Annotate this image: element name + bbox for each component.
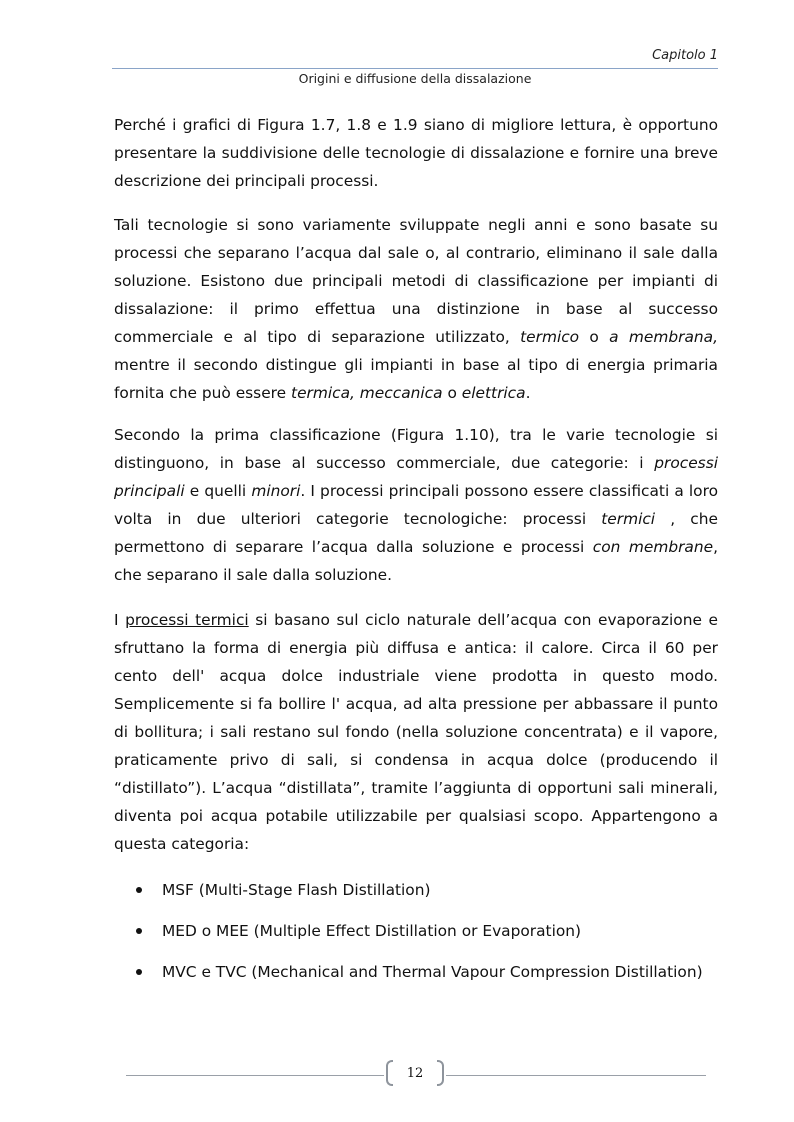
underlined-term: processi termici [125, 611, 249, 629]
list-item: MVC e TVC (Mechanical and Thermal Vapour Compression Distillation) [114, 958, 718, 986]
footer-rule-right [446, 1075, 706, 1076]
footer-rule-left [126, 1075, 384, 1076]
emphasis-term: elettrica [461, 384, 526, 402]
emphasis-term: con membrane [592, 538, 714, 556]
process-list [114, 876, 718, 986]
bullet-icon [136, 928, 142, 934]
section-subtitle: Origini e diffusione della dissalazione [298, 71, 532, 86]
emphasis-term: a membrana, [609, 328, 718, 346]
emphasis-term: minori [251, 482, 301, 500]
paragraph-4: I processi termici si basano sul ciclo naturale dell’acqua con evaporazione e sfruttano la forma di energia più diffusa e antica: il calore. Circa il 60 per cento dell' acqua dolce industriale viene prodotta in questo modo. Semplicemente si fa bollire l' acqua, ad alta pressione per abbassare il punto di bollitura; i sali restano sul fondo (nella soluzione concentrata) e il vapore, praticamente privo di sali, si condensa in acqua dolce (producendo il “distillato”). L’acqua “distillata”, tramite l’aggiunta di opportuni sali minerali, diventa poi acqua potabile utilizzabile per qualsiasi scopo. Appartengono a questa categoria: [114, 611, 718, 853]
header-divider [112, 68, 718, 69]
page-number: 12 [406, 1066, 424, 1081]
list-item: MED o MEE (Multiple Effect Distillation or Evaporation) [114, 917, 718, 945]
emphasis-term: termico [520, 328, 580, 346]
body-text [114, 111, 718, 999]
bullet-icon [136, 969, 142, 975]
emphasis-term: termici [601, 510, 656, 528]
list-item: MSF (Multi-Stage Flash Distillation) [114, 876, 718, 904]
bullet-icon [136, 887, 142, 893]
paragraph-3: Secondo la prima classificazione (Figura 1.10), tra le varie tecnologie si distinguono, in base al successo commerciale, due categorie: i processi principali e quelli minori. I processi principali possono essere classificati a loro volta in due ulteriori categorie tecnologiche: processi termici , che permettono di separare l’acqua dalla soluzione e processi con membrane, che separano il sale dalla soluzione. [114, 426, 718, 584]
paragraph-2: Tali tecnologie si sono variamente sviluppate negli anni e sono basate su processi che separano l’acqua dal sale o, al contrario, eliminano il sale dalla soluzione. Esistono due principali metodi di classificazione per impianti di dissalazione: il primo effettua una distinzione in base al successo commerciale e al tipo di separazione utilizzato, termico o a membrana, mentre il secondo distingue gli impianti in base al tipo di energia primaria fornita che può essere termica, meccanica o elettrica. [114, 216, 718, 402]
emphasis-term: termica, meccanica [291, 384, 443, 402]
emphasis-term: processi principali [114, 454, 718, 500]
chapter-label: Capitolo 1 [652, 48, 718, 63]
paragraph-1: Perché i grafici di Figura 1.7, 1.8 e 1.9 siano di migliore lettura, è opportuno presentare la suddivisione delle tecnologie di dissalazione e fornire una breve descrizione dei principali processi. [114, 116, 718, 190]
